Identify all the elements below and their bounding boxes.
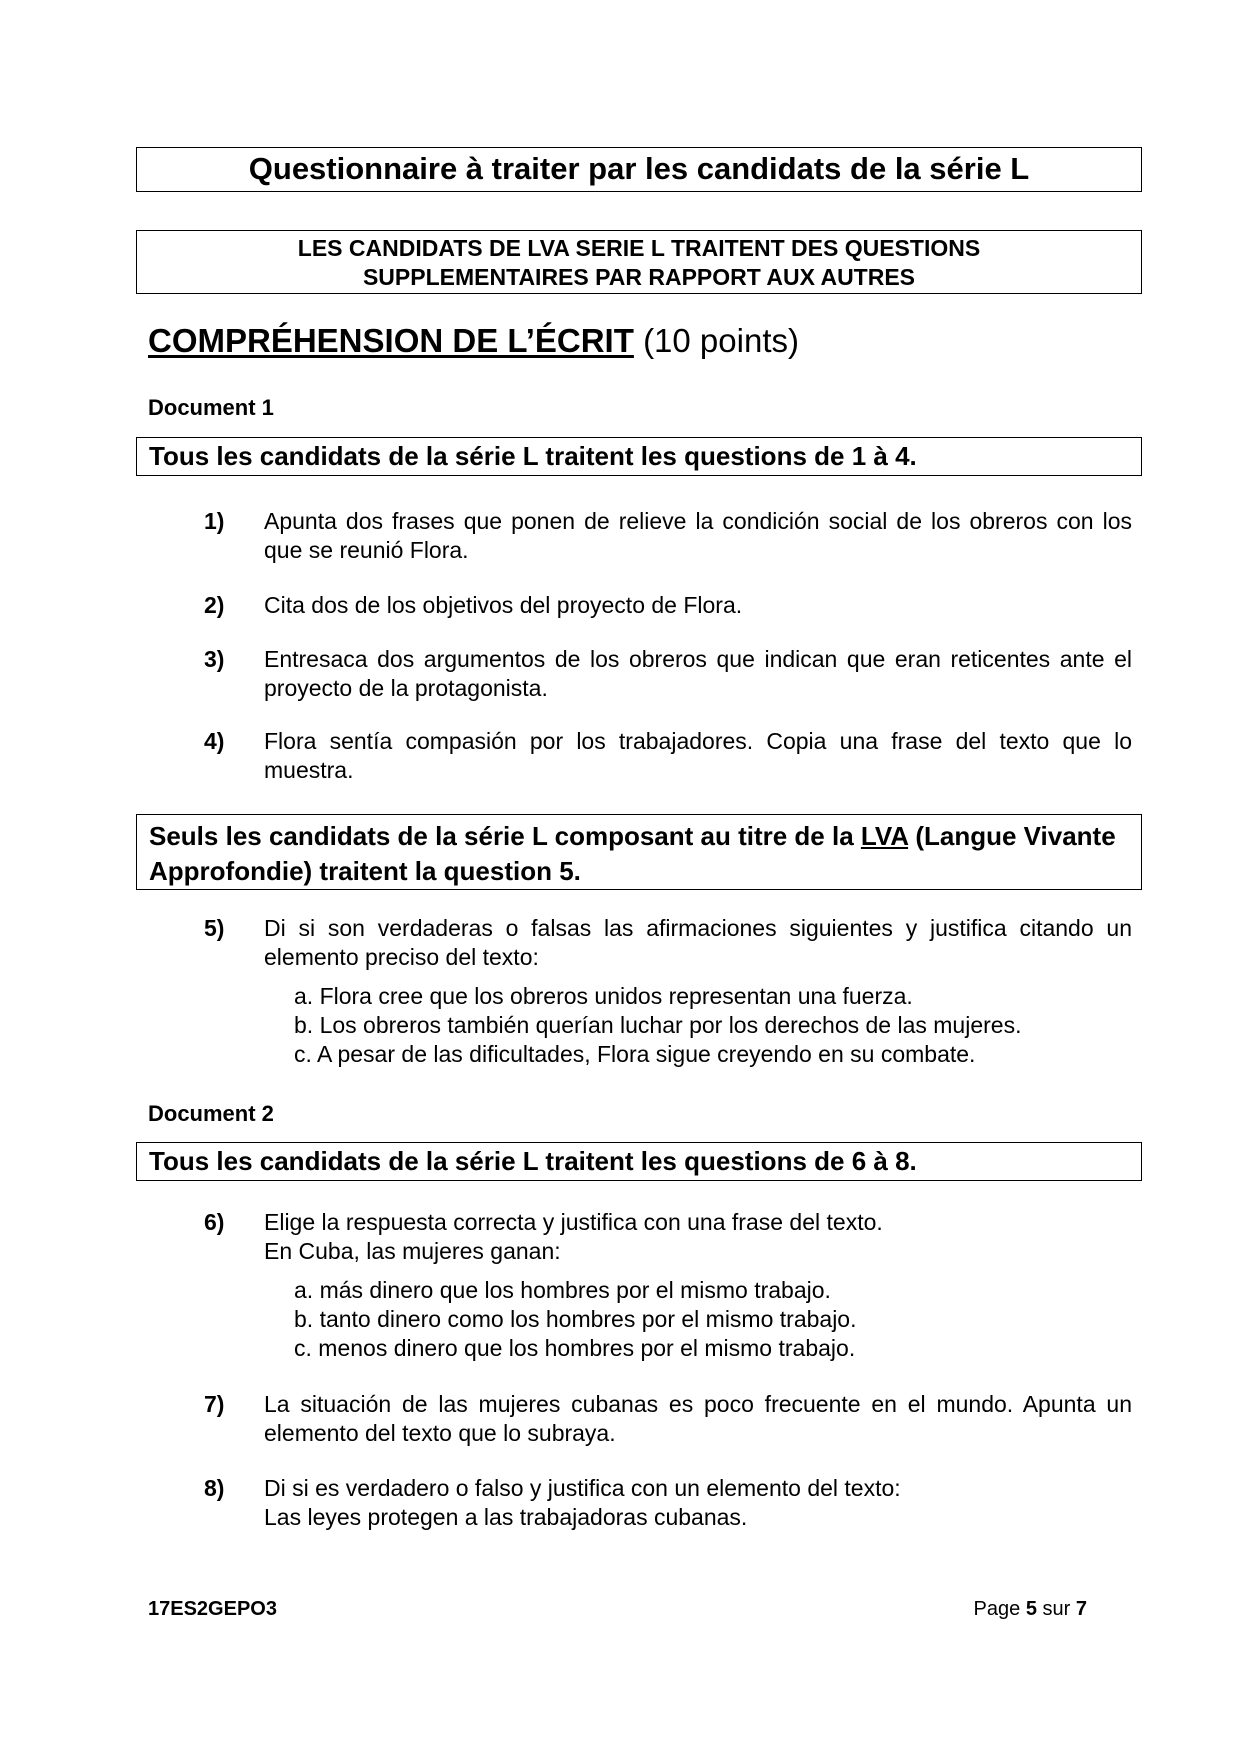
document-2-instruction: Tous les candidats de la série L traitent les questions de 6 à 8. [136, 1142, 1142, 1181]
lva-notice [136, 230, 1142, 294]
section-heading-title: COMPRÉHENSION DE L’ÉCRIT [148, 322, 634, 359]
document-1-instruction: Tous les candidats de la série L traitent les questions de 1 à 4. [136, 437, 1142, 476]
option-b: b. Los obreros también querían luchar por los derechos de las mujeres. [294, 1012, 1022, 1038]
question-number: 7) [204, 1391, 225, 1417]
option-c: c. A pesar de las dificultades, Flora sigue creyendo en su combate. [294, 1041, 976, 1067]
option-b: b. tanto dinero como los hombres por el mismo trabajo. [294, 1306, 857, 1332]
option-a: a. más dinero que los hombres por el mismo trabajo. [294, 1277, 831, 1303]
lva-instruction [136, 814, 1142, 890]
question-number: 1) [204, 508, 225, 534]
lva-instruction-after: (Langue Vivante Approfondie) traitent la question 5. [149, 821, 1116, 886]
question-6 [204, 1208, 1132, 1363]
question-subtext: Las leyes protegen a las trabajadoras cubanas. [264, 1504, 748, 1530]
lva-notice-line-1: LES CANDIDATS DE LVA SERIE L TRAITENT DES QUESTIONS [297, 235, 981, 261]
section-heading-points: (10 points) [643, 322, 799, 359]
page-current: 5 [1025, 1598, 1037, 1620]
questionnaire-title: Questionnaire à traiter par les candidats de la série L [136, 147, 1142, 192]
question-text: Flora sentía compasión por los trabajadores. Copia una frase del texto que lo muestra. [264, 728, 1132, 783]
question-text: Di si es verdadero o falso y justifica con un elemento del texto: [264, 1475, 901, 1501]
question-number: 3) [204, 646, 225, 672]
question-options [294, 982, 1132, 1069]
question-3 [204, 645, 1132, 703]
page-number [974, 1598, 1087, 1621]
question-options [294, 1276, 1132, 1363]
question-7 [204, 1390, 1132, 1448]
question-number: 2) [204, 592, 225, 618]
question-1 [204, 507, 1132, 565]
question-subtext: En Cuba, las mujeres ganan: [264, 1238, 561, 1264]
question-number: 5) [204, 915, 225, 941]
lva-instruction-before: Seuls les candidats de la série L composant au titre de la [149, 821, 854, 851]
question-text: Cita dos de los objetivos del proyecto de Flora. [264, 592, 743, 618]
page-total: 7 [1075, 1598, 1087, 1620]
question-number: 8) [204, 1475, 225, 1501]
lva-abbreviation: LVA [860, 821, 909, 851]
exam-code: 17ES2GEPO3 [148, 1598, 277, 1620]
page-word: Page [973, 1598, 1021, 1620]
option-c: c. menos dinero que los hombres por el mismo trabajo. [294, 1335, 856, 1361]
question-2 [204, 591, 1132, 620]
question-5 [204, 914, 1132, 1069]
question-number: 4) [204, 728, 225, 754]
question-text: Elige la respuesta correcta y justifica con una frase del texto. [264, 1209, 883, 1235]
question-8 [204, 1474, 1132, 1532]
page-separator: sur [1042, 1598, 1071, 1620]
document-2-label: Document 2 [148, 1101, 274, 1126]
document-1-label: Document 1 [148, 395, 274, 420]
question-text: Entresaca dos argumentos de los obreros que indican que eran reticentes ante el proyecto de la protagonista. [264, 646, 1132, 701]
question-number: 6) [204, 1209, 225, 1235]
option-a: a. Flora cree que los obreros unidos representan una fuerza. [294, 983, 913, 1009]
section-heading [148, 322, 799, 360]
question-text: La situación de las mujeres cubanas es poco frecuente en el mundo. Apunta un elemento del texto que lo subraya. [264, 1391, 1132, 1446]
question-text: Apunta dos frases que ponen de relieve la condición social de los obreros con los que se reunió Flora. [264, 508, 1132, 563]
lva-notice-line-2: SUPPLEMENTAIRES PAR RAPPORT AUX AUTRES [362, 264, 916, 290]
question-4 [204, 727, 1132, 785]
question-text: Di si son verdaderas o falsas las afirmaciones siguientes y justifica citando un elemento preciso del texto: [264, 915, 1132, 970]
